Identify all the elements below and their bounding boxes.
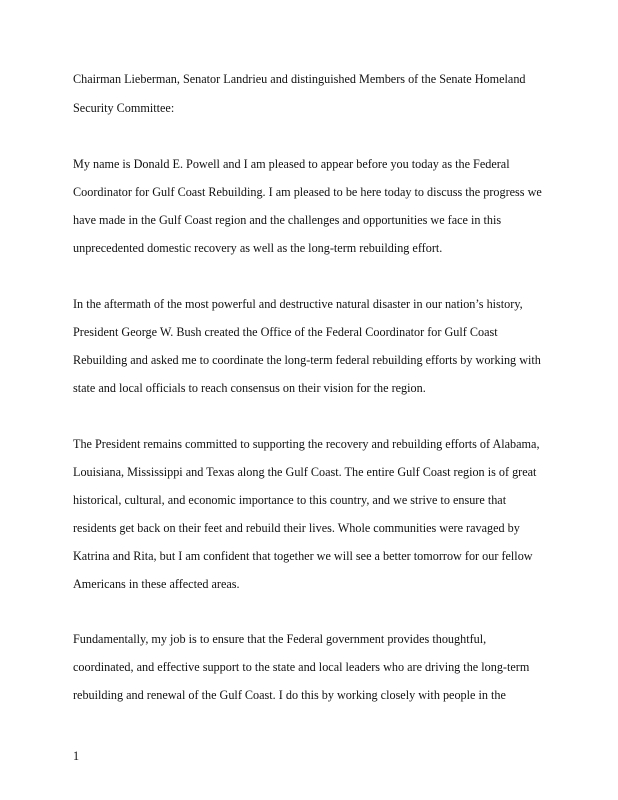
paragraph-1-line-1: My name is Donald E. Powell and I am pleased to appear before you today as the Federal xyxy=(73,157,510,171)
paragraph-1-line-4: unprecedented domestic recovery as well as the long-term rebuilding effort. xyxy=(73,241,443,255)
paragraph-1-line-2: Coordinator for Gulf Coast Rebuilding. I am pleased to be here today to discuss the progress we xyxy=(73,185,542,199)
paragraph-4-line-2: coordinated, and effective support to the state and local leaders who are driving the long-term xyxy=(73,660,530,674)
paragraph-2-line-4: state and local officials to reach consensus on their vision for the region. xyxy=(73,381,426,395)
paragraph-3-line-3: historical, cultural, and economic importance to this country, and we strive to ensure that xyxy=(73,493,507,507)
paragraph-4-line-1: Fundamentally, my job is to ensure that the Federal government provides thoughtful, xyxy=(73,632,487,646)
salutation-line-2: Security Committee: xyxy=(73,101,175,115)
paragraph-3-line-1: The President remains committed to supporting the recovery and rebuilding efforts of Alabama, xyxy=(73,437,540,451)
page-number: 1 xyxy=(73,749,80,763)
paragraph-4-line-3: rebuilding and renewal of the Gulf Coast. I do this by working closely with people in the xyxy=(73,688,506,702)
paragraph-3-line-2: Louisiana, Mississippi and Texas along the Gulf Coast. The entire Gulf Coast region is of great xyxy=(73,465,537,479)
salutation-line-1: Chairman Lieberman, Senator Landrieu and distinguished Members of the Senate Homeland xyxy=(73,72,526,86)
paragraph-3-line-5: Katrina and Rita, but I am confident that together we will see a better tomorrow for our fellow xyxy=(73,549,533,563)
paragraph-3-line-4: residents get back on their feet and rebuild their lives. Whole communities were ravaged by xyxy=(73,521,520,535)
paragraph-2-line-3: Rebuilding and asked me to coordinate the long-term federal rebuilding efforts by working with xyxy=(73,353,541,367)
paragraph-1-line-3: have made in the Gulf Coast region and the challenges and opportunities we face in this xyxy=(73,213,502,227)
paragraph-2-line-2: President George W. Bush created the Office of the Federal Coordinator for Gulf Coast xyxy=(73,325,498,339)
paragraph-2-line-1: In the aftermath of the most powerful and destructive natural disaster in our nation’s history, xyxy=(73,297,523,311)
paragraph-3-line-6: Americans in these affected areas. xyxy=(73,577,240,591)
